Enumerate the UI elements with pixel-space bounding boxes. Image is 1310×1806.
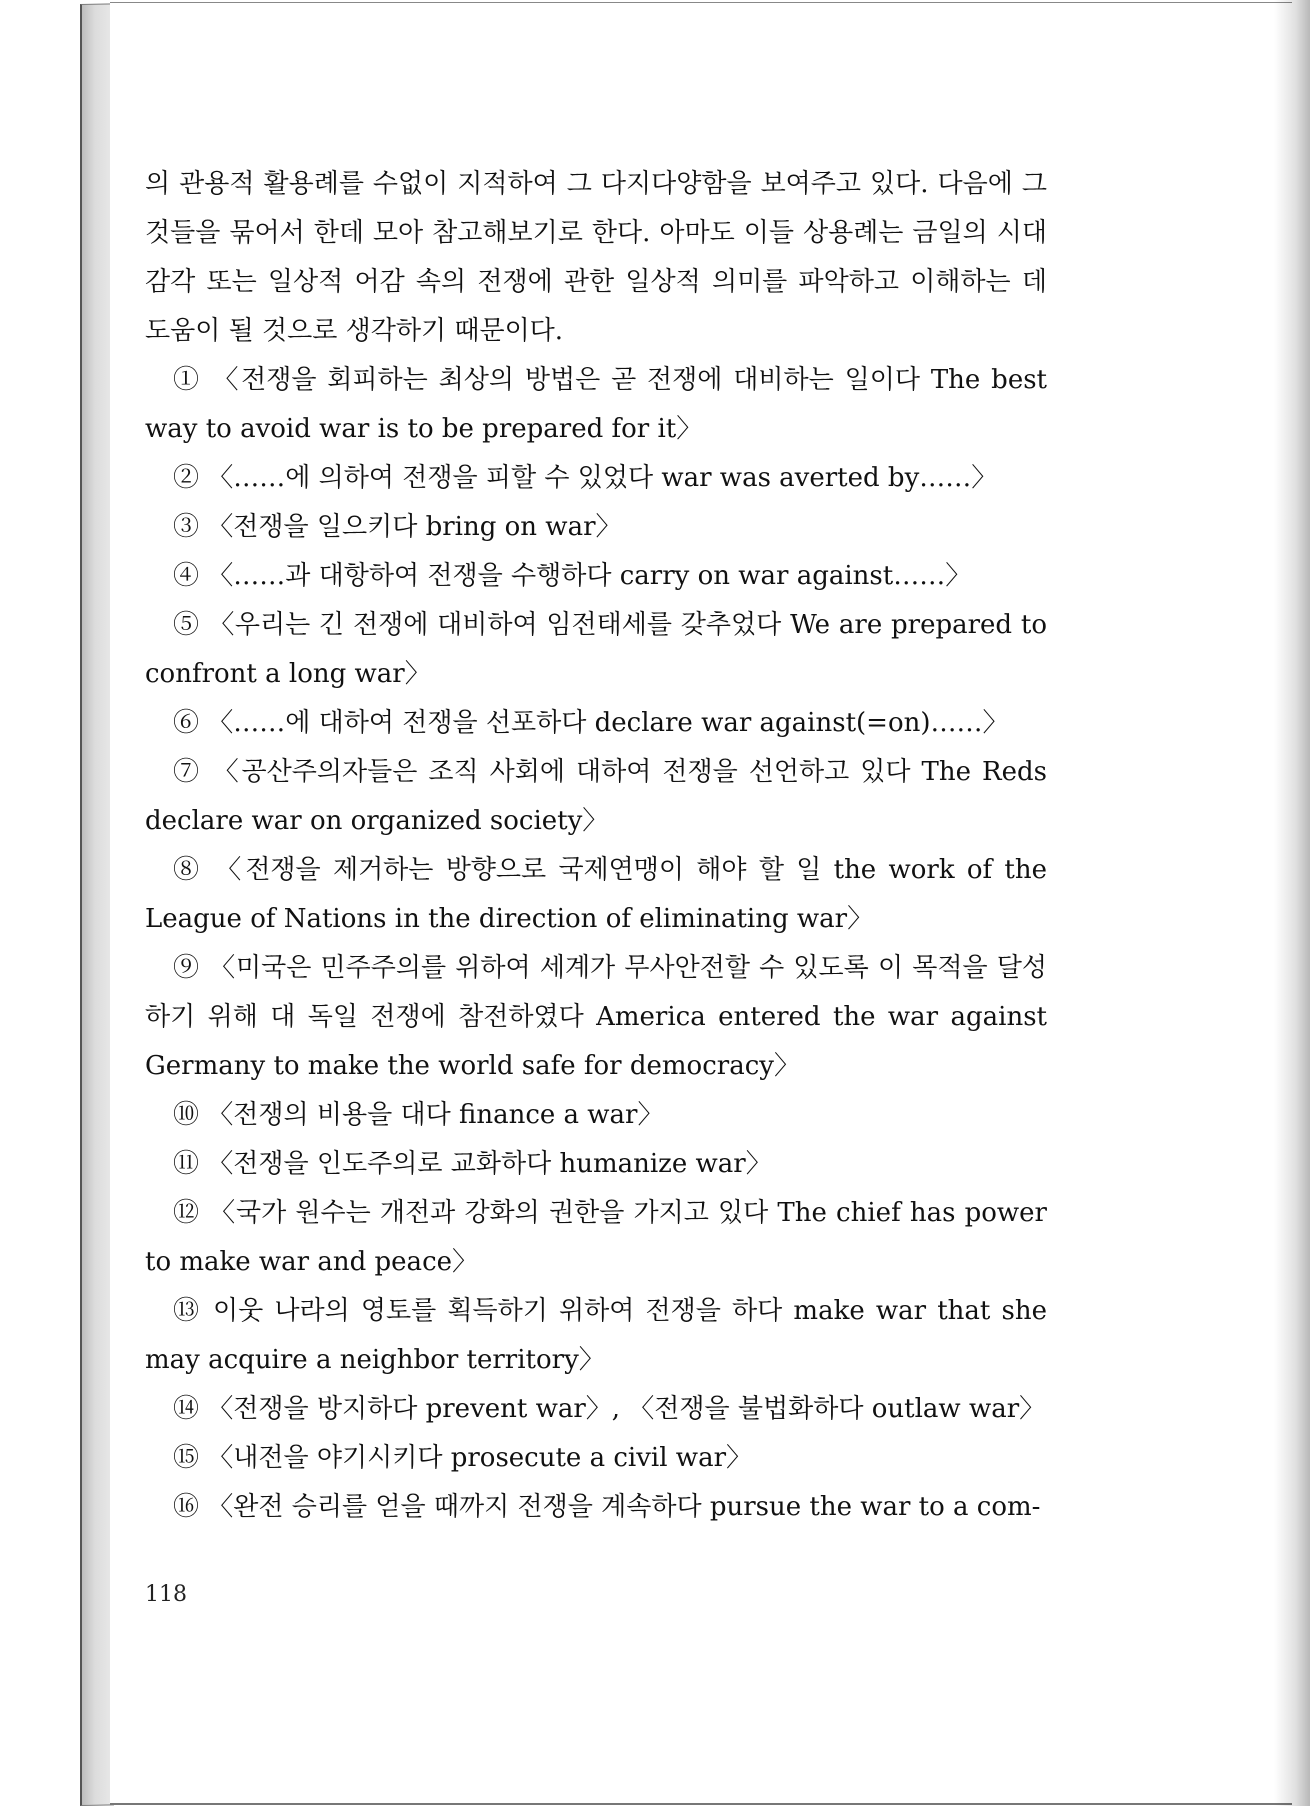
page-number: 118 <box>145 1582 187 1607</box>
list-item: ⑤ 〈우리는 긴 전쟁에 대비하여 임전태세를 갖추었다 We are prepared to confront a long war〉 <box>145 610 1047 689</box>
list-item: ⑪ 〈전쟁을 인도주의로 교화하다 humanize war〉 <box>173 1149 772 1179</box>
list-item: ⑥ 〈……에 대하여 전쟁을 선포하다 declare war against(=on)……〉 <box>173 708 1009 738</box>
intro-paragraph: 의 관용적 활용례를 수없이 지적하여 그 다지다양함을 보여주고 있다. 다음에 그것들을 묶어서 한데 모아 참고해보기로 한다. 아마도 이들 상용례는 금일의 시대 감각 또는 일상적 어감 속의 전쟁에 관한 일상적 의미를 파악하고 이해하는 데 도움이 될 것으로 생각하기 때문이다. <box>145 169 1047 346</box>
list-item: ⑯ 〈완전 승리를 얻을 때까지 전쟁을 계속하다 pursue the war to a com- <box>173 1492 1041 1522</box>
list-item: ③ 〈전쟁을 일으키다 bring on war〉 <box>173 512 622 542</box>
page-edge-shadow <box>1274 0 1310 1806</box>
list-item: ④ 〈……과 대항하여 전쟁을 수행하다 carry on war against……〉 <box>173 561 972 591</box>
list-item: ⑫ 〈국가 원수는 개전과 강화의 권한을 가지고 있다 The chief has power to make war and peace〉 <box>145 1198 1047 1277</box>
list-item: ⑭ 〈전쟁을 방지하다 prevent war〉, 〈전쟁을 불법화하다 outlaw war〉 <box>173 1394 1046 1424</box>
list-item: ⑦ 〈공산주의자들은 조직 사회에 대하여 전쟁을 선언하고 있다 The Reds declare war on organized society〉 <box>145 757 1047 836</box>
list-item: ⑬ 이웃 나라의 영토를 획득하기 위하여 전쟁을 하다 make war that she may acquire a neighbor territory〉 <box>145 1296 1047 1375</box>
list-item: ⑨ 〈미국은 민주주의를 위하여 세계가 무사안전할 수 있도록 이 목적을 달성하기 위해 대 독일 전쟁에 참전하였다 America entered the war against Germany to make the world safe for democracy〉 <box>145 953 1047 1081</box>
list-item: ⑧ 〈전쟁을 제거하는 방향으로 국제연맹이 해야 할 일 the work of the League of Nations in the direction of eliminating war〉 <box>145 855 1047 934</box>
page-body <box>145 160 1047 1532</box>
list-item: ① 〈전쟁을 회피하는 최상의 방법은 곧 전쟁에 대비하는 일이다 The best way to avoid war is to be prepared for it〉 <box>145 365 1047 444</box>
list-item: ⑩ 〈전쟁의 비용을 대다 finance a war〉 <box>173 1100 664 1130</box>
list-item: ⑮ 〈내전을 야기시키다 prosecute a civil war〉 <box>173 1443 752 1473</box>
book-spine <box>80 3 114 1806</box>
list-item: ② 〈……에 의하여 전쟁을 피할 수 있었다 war was averted by……〉 <box>173 463 998 493</box>
